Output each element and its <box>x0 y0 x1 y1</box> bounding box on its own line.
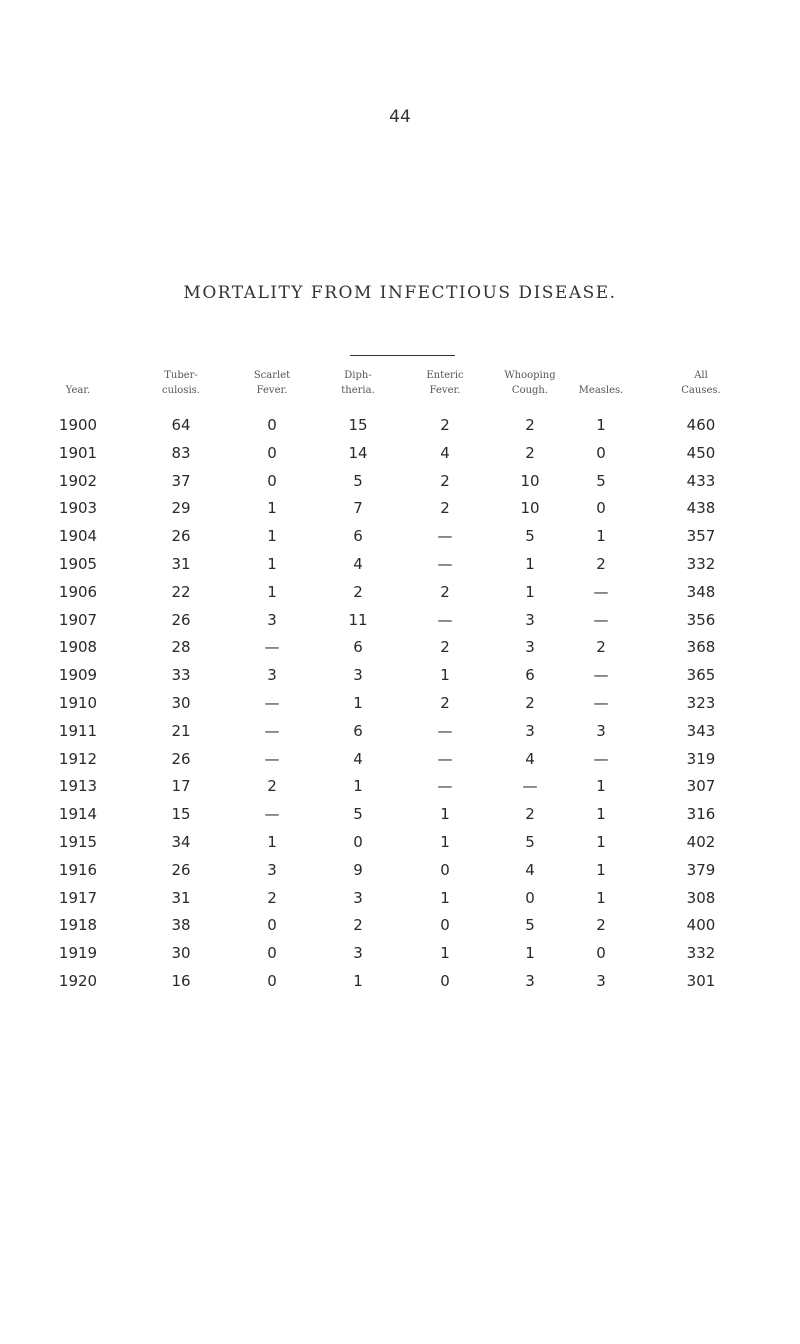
all-causes-cell: 343 <box>686 721 716 740</box>
all-causes-cell: 365 <box>686 666 716 685</box>
tuberculosis-header-line2: culosis. <box>162 385 200 396</box>
all-causes-cell: 450 <box>686 443 716 462</box>
scarlet-fever-cell: 0 <box>267 471 277 490</box>
table-row <box>0 833 800 861</box>
diphtheria-cell: 7 <box>353 499 363 518</box>
whooping-cough-cell: 1 <box>525 582 535 601</box>
year-cell: 1914 <box>58 805 98 824</box>
enteric-fever-cell: 1 <box>440 888 450 907</box>
year-cell: 1900 <box>58 416 98 434</box>
diphtheria-header-line1: Diph- <box>344 370 372 381</box>
whooping-cough-cell: 2 <box>525 416 535 434</box>
all-causes-cell: 323 <box>686 693 716 712</box>
enteric-fever-cell: 2 <box>440 499 450 518</box>
year-cell: 1916 <box>58 860 98 879</box>
scarlet-fever-cell: 0 <box>267 916 277 935</box>
tuberculosis-header <box>141 368 221 398</box>
scarlet-fever-cell: — <box>264 721 280 740</box>
all-causes-cell: 308 <box>686 888 716 907</box>
table-row <box>0 972 800 1000</box>
diphtheria-cell: 9 <box>353 860 363 879</box>
measles-cell: 0 <box>596 499 606 518</box>
table-row <box>0 638 800 666</box>
scarlet-fever-cell: 0 <box>267 971 277 990</box>
tuberculosis-cell: 16 <box>171 971 191 990</box>
table-row <box>0 444 800 472</box>
whooping-cough-cell: 2 <box>525 443 535 462</box>
whooping-cough-cell: 3 <box>525 638 535 657</box>
all-causes-header-line1: All <box>694 370 708 381</box>
measles-cell: 1 <box>596 888 606 907</box>
enteric-fever-header <box>405 368 485 398</box>
all-causes-cell: 332 <box>686 944 716 963</box>
measles-cell: 1 <box>596 527 606 546</box>
table-row <box>0 861 800 889</box>
year-cell: 1906 <box>58 582 98 601</box>
tuberculosis-cell: 21 <box>171 721 191 740</box>
measles-cell: 3 <box>596 721 606 740</box>
enteric-fever-cell: 2 <box>440 416 450 434</box>
diphtheria-cell: 1 <box>353 971 363 990</box>
enteric-fever-cell: 0 <box>440 860 450 879</box>
measles-cell: 1 <box>596 777 606 796</box>
enteric-fever-cell: 1 <box>440 805 450 824</box>
whooping-cough-cell: — <box>522 777 538 796</box>
measles-cell: 2 <box>596 554 606 573</box>
tuberculosis-cell: 64 <box>171 416 191 434</box>
all-causes-cell: 307 <box>686 777 716 796</box>
tuberculosis-cell: 37 <box>171 471 191 490</box>
whooping-cough-cell: 10 <box>520 499 540 518</box>
diphtheria-cell: 6 <box>353 638 363 657</box>
table-row <box>0 722 800 750</box>
whooping-cough-cell: 6 <box>525 666 535 685</box>
scarlet-fever-cell: 1 <box>267 554 277 573</box>
measles-header <box>561 368 641 398</box>
tuberculosis-cell: 26 <box>171 749 191 768</box>
tuberculosis-cell: 17 <box>171 777 191 796</box>
page-number: 44 <box>389 107 411 127</box>
enteric-fever-header-line2: Fever. <box>429 385 461 396</box>
scarlet-fever-cell: 3 <box>267 666 277 685</box>
scarlet-fever-cell: — <box>264 638 280 657</box>
whooping-cough-cell: 4 <box>525 860 535 879</box>
tuberculosis-cell: 31 <box>171 554 191 573</box>
all-causes-cell: 332 <box>686 554 716 573</box>
year-cell: 1911 <box>58 721 98 740</box>
enteric-fever-cell: 1 <box>440 666 450 685</box>
enteric-fever-cell: — <box>437 610 453 629</box>
whooping-cough-cell: 2 <box>525 805 535 824</box>
measles-cell: 2 <box>596 638 606 657</box>
table-row <box>0 611 800 639</box>
scarlet-fever-cell: — <box>264 805 280 824</box>
all-causes-header-line2: Causes. <box>681 385 721 396</box>
enteric-fever-cell: — <box>437 721 453 740</box>
diphtheria-cell: 5 <box>353 471 363 490</box>
tuberculosis-cell: 30 <box>171 944 191 963</box>
tuberculosis-cell: 29 <box>171 499 191 518</box>
tuberculosis-cell: 34 <box>171 832 191 851</box>
diphtheria-cell: 5 <box>353 805 363 824</box>
tuberculosis-header-line1: Tuber- <box>164 370 198 381</box>
whooping-cough-header-line1: Whooping <box>504 370 556 381</box>
scarlet-fever-cell: 0 <box>267 944 277 963</box>
whooping-cough-cell: 10 <box>520 471 540 490</box>
measles-cell: 2 <box>596 916 606 935</box>
page-title: MORTALITY FROM INFECTIOUS DISEASE. <box>183 283 617 303</box>
year-cell: 1909 <box>58 666 98 685</box>
year-cell: 1918 <box>58 916 98 935</box>
scarlet-fever-cell: — <box>264 749 280 768</box>
scarlet-fever-cell: 1 <box>267 582 277 601</box>
table-row <box>0 416 800 444</box>
table-row <box>0 777 800 805</box>
all-causes-cell: 402 <box>686 832 716 851</box>
title-rule <box>350 355 455 356</box>
measles-cell: 0 <box>596 443 606 462</box>
enteric-fever-cell: 1 <box>440 832 450 851</box>
measles-cell: — <box>593 693 609 712</box>
diphtheria-cell: 1 <box>353 777 363 796</box>
year-cell: 1917 <box>58 888 98 907</box>
year-cell: 1915 <box>58 832 98 851</box>
diphtheria-cell: 4 <box>353 554 363 573</box>
all-causes-cell: 438 <box>686 499 716 518</box>
tuberculosis-cell: 38 <box>171 916 191 935</box>
tuberculosis-cell: 28 <box>171 638 191 657</box>
mortality-table <box>0 416 800 1000</box>
table-row <box>0 805 800 833</box>
diphtheria-cell: 1 <box>353 693 363 712</box>
enteric-fever-cell: — <box>437 527 453 546</box>
whooping-cough-cell: 3 <box>525 721 535 740</box>
tuberculosis-cell: 30 <box>171 693 191 712</box>
whooping-cough-header-line2: Cough. <box>511 385 549 396</box>
measles-cell: 0 <box>596 944 606 963</box>
table-header <box>0 368 800 408</box>
enteric-fever-cell: 4 <box>440 443 450 462</box>
diphtheria-header <box>318 368 398 398</box>
enteric-fever-cell: 2 <box>440 693 450 712</box>
enteric-fever-cell: — <box>437 777 453 796</box>
scarlet-fever-cell: — <box>264 693 280 712</box>
diphtheria-header-line2: theria. <box>341 385 375 396</box>
all-causes-cell: 348 <box>686 582 716 601</box>
year-cell: 1905 <box>58 554 98 573</box>
all-causes-cell: 379 <box>686 860 716 879</box>
scarlet-fever-cell: 2 <box>267 777 277 796</box>
measles-cell: 1 <box>596 805 606 824</box>
enteric-fever-cell: 2 <box>440 582 450 601</box>
whooping-cough-cell: 5 <box>525 916 535 935</box>
measles-cell: 1 <box>596 416 606 434</box>
year-header <box>38 368 118 398</box>
tuberculosis-cell: 83 <box>171 443 191 462</box>
diphtheria-cell: 3 <box>353 944 363 963</box>
enteric-fever-cell: 2 <box>440 471 450 490</box>
all-causes-cell: 400 <box>686 916 716 935</box>
table-row <box>0 527 800 555</box>
year-cell: 1903 <box>58 499 98 518</box>
all-causes-cell: 316 <box>686 805 716 824</box>
tuberculosis-cell: 33 <box>171 666 191 685</box>
table-row <box>0 889 800 917</box>
measles-cell: 3 <box>596 971 606 990</box>
enteric-fever-cell: 0 <box>440 916 450 935</box>
diphtheria-cell: 0 <box>353 832 363 851</box>
all-causes-header <box>661 368 741 398</box>
year-cell: 1901 <box>58 443 98 462</box>
scarlet-fever-header-line2: Fever. <box>256 385 288 396</box>
all-causes-cell: 460 <box>686 416 716 434</box>
measles-header-line1: Measles. <box>578 385 624 396</box>
table-row <box>0 694 800 722</box>
whooping-cough-cell: 4 <box>525 749 535 768</box>
year-cell: 1910 <box>58 693 98 712</box>
diphtheria-cell: 3 <box>353 666 363 685</box>
year-cell: 1919 <box>58 944 98 963</box>
diphtheria-cell: 4 <box>353 749 363 768</box>
enteric-fever-cell: — <box>437 554 453 573</box>
whooping-cough-cell: 3 <box>525 971 535 990</box>
tuberculosis-cell: 26 <box>171 610 191 629</box>
measles-cell: — <box>593 582 609 601</box>
table-row <box>0 666 800 694</box>
all-causes-cell: 301 <box>686 971 716 990</box>
enteric-fever-cell: 1 <box>440 944 450 963</box>
year-cell: 1902 <box>58 471 98 490</box>
year-cell: 1908 <box>58 638 98 657</box>
table-row <box>0 499 800 527</box>
whooping-cough-cell: 1 <box>525 554 535 573</box>
whooping-cough-header <box>490 368 570 398</box>
table-row <box>0 472 800 500</box>
measles-cell: 1 <box>596 832 606 851</box>
year-header-line1: Year. <box>65 385 91 396</box>
scarlet-fever-cell: 0 <box>267 443 277 462</box>
table-row <box>0 555 800 583</box>
measles-cell: — <box>593 749 609 768</box>
tuberculosis-cell: 26 <box>171 860 191 879</box>
diphtheria-cell: 2 <box>353 916 363 935</box>
diphtheria-cell: 3 <box>353 888 363 907</box>
diphtheria-cell: 11 <box>348 610 368 629</box>
whooping-cough-cell: 3 <box>525 610 535 629</box>
whooping-cough-cell: 1 <box>525 944 535 963</box>
table-row <box>0 750 800 778</box>
all-causes-cell: 368 <box>686 638 716 657</box>
enteric-fever-cell: 0 <box>440 971 450 990</box>
scarlet-fever-cell: 1 <box>267 832 277 851</box>
scarlet-fever-header <box>232 368 312 398</box>
scarlet-fever-cell: 0 <box>267 416 277 434</box>
year-cell: 1912 <box>58 749 98 768</box>
diphtheria-cell: 15 <box>348 416 368 434</box>
diphtheria-cell: 6 <box>353 721 363 740</box>
all-causes-cell: 357 <box>686 527 716 546</box>
tuberculosis-cell: 22 <box>171 582 191 601</box>
all-causes-cell: 356 <box>686 610 716 629</box>
tuberculosis-cell: 15 <box>171 805 191 824</box>
enteric-fever-cell: — <box>437 749 453 768</box>
all-causes-cell: 433 <box>686 471 716 490</box>
measles-cell: — <box>593 666 609 685</box>
measles-cell: — <box>593 610 609 629</box>
scarlet-fever-cell: 1 <box>267 527 277 546</box>
tuberculosis-cell: 31 <box>171 888 191 907</box>
table-row <box>0 583 800 611</box>
year-cell: 1913 <box>58 777 98 796</box>
diphtheria-cell: 14 <box>348 443 368 462</box>
scarlet-fever-cell: 1 <box>267 499 277 518</box>
all-causes-cell: 319 <box>686 749 716 768</box>
year-cell: 1904 <box>58 527 98 546</box>
diphtheria-cell: 2 <box>353 582 363 601</box>
table-row <box>0 944 800 972</box>
whooping-cough-cell: 0 <box>525 888 535 907</box>
enteric-fever-cell: 2 <box>440 638 450 657</box>
measles-cell: 1 <box>596 860 606 879</box>
scarlet-fever-cell: 2 <box>267 888 277 907</box>
measles-cell: 5 <box>596 471 606 490</box>
year-cell: 1920 <box>58 971 98 990</box>
scarlet-fever-header-line1: Scarlet <box>253 370 291 381</box>
year-cell: 1907 <box>58 610 98 629</box>
table-row <box>0 916 800 944</box>
scarlet-fever-cell: 3 <box>267 610 277 629</box>
tuberculosis-cell: 26 <box>171 527 191 546</box>
scarlet-fever-cell: 3 <box>267 860 277 879</box>
diphtheria-cell: 6 <box>353 527 363 546</box>
enteric-fever-header-line1: Enteric <box>426 370 464 381</box>
whooping-cough-cell: 5 <box>525 527 535 546</box>
whooping-cough-cell: 2 <box>525 693 535 712</box>
whooping-cough-cell: 5 <box>525 832 535 851</box>
